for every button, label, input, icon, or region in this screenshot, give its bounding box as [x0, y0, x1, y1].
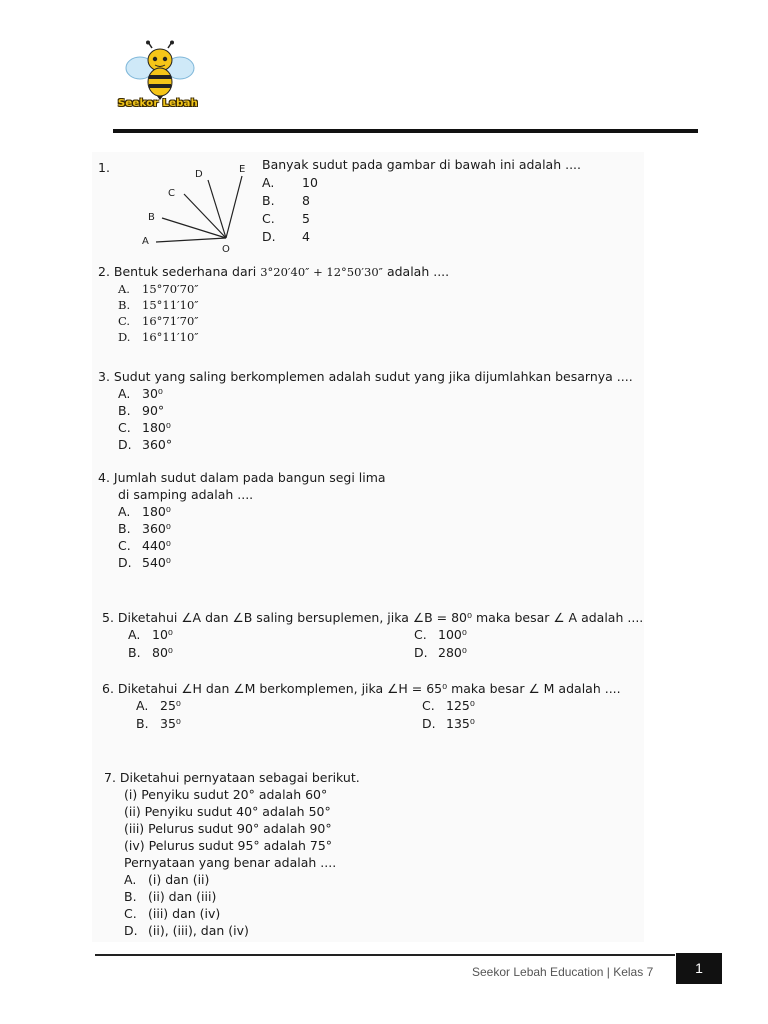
q7-option-a[interactable]: A. (i) dan (ii)	[124, 872, 210, 887]
q2-block	[98, 263, 449, 345]
q6-option-d[interactable]: D. 135⁰	[422, 716, 475, 731]
q5-option-c[interactable]: C. 100⁰	[414, 627, 467, 642]
q3-option-a[interactable]: A. 30⁰	[118, 386, 163, 401]
footer-rule	[95, 954, 675, 956]
q6-option-b[interactable]: B. 35⁰	[136, 716, 181, 731]
q1-stem: Banyak sudut pada gambar di bawah ini adalah ....	[262, 157, 582, 172]
q3-option-d[interactable]: D. 360°	[118, 437, 173, 452]
q2-option-a[interactable]: A. 15°70′70″	[118, 282, 199, 296]
q4-stem-line2: di samping adalah ....	[118, 487, 254, 502]
q4-option-b[interactable]: B. 360⁰	[118, 521, 171, 536]
q5-option-d[interactable]: D. 280⁰	[414, 645, 467, 660]
q1-block	[262, 156, 581, 246]
q7-block	[104, 769, 360, 939]
q2-option-c[interactable]: C. 16°71′70″	[118, 314, 199, 328]
q1-option-d[interactable]: D. 4	[262, 229, 310, 244]
q5-block	[102, 609, 643, 662]
q4-option-d[interactable]: D. 540⁰	[118, 555, 171, 570]
q6-option-a[interactable]: A. 25⁰	[136, 698, 181, 713]
q7-option-b[interactable]: B. (ii) dan (iii)	[124, 889, 217, 904]
q7-stem: 7. Diketahui pernyataan sebagai berikut.	[104, 770, 360, 785]
q6-option-c[interactable]: C. 125⁰	[422, 698, 475, 713]
q2-option-b[interactable]: B. 15°11′10″	[118, 298, 199, 312]
q1-number: 1.	[98, 160, 110, 175]
q1-label-e: E	[239, 164, 246, 175]
q7-option-c[interactable]: C. (iii) dan (iv)	[124, 906, 221, 921]
q4-block	[98, 469, 386, 571]
q7-statement-2: (ii) Penyiku sudut 40° adalah 50°	[124, 804, 331, 819]
q7-option-d[interactable]: D. (ii), (iii), dan (iv)	[124, 923, 249, 938]
q4-option-c[interactable]: C. 440⁰	[118, 538, 171, 553]
q7-statement-4: (iv) Pelurus sudut 95° adalah 75°	[124, 838, 333, 853]
q4-stem-line1: 4. Jumlah sudut dalam pada bangun segi lima	[98, 470, 386, 485]
q2-expression: 3°20′40″ + 12°50′30″	[260, 265, 383, 279]
q1-label-b: B	[148, 212, 155, 223]
q1-label-a: A	[142, 236, 149, 247]
q1-label-o: O	[222, 244, 230, 255]
q7-question: Pernyataan yang benar adalah ....	[124, 855, 337, 870]
q1-option-a[interactable]: A. 10	[262, 175, 318, 190]
q3-option-b[interactable]: B. 90°	[118, 403, 165, 418]
q1-option-c[interactable]: C. 5	[262, 211, 310, 226]
q7-statement-1: (i) Penyiku sudut 20° adalah 60°	[124, 787, 328, 802]
page-number: 1	[676, 953, 722, 984]
q3-option-c[interactable]: C. 180⁰	[118, 420, 171, 435]
q1-option-b[interactable]: B. 8	[262, 193, 310, 208]
q2-option-d[interactable]: D. 16°11′10″	[118, 330, 199, 344]
logo-text: Seekor Lebah	[117, 98, 199, 109]
q1-label-d: D	[195, 169, 203, 180]
footer-text: Seekor Lebah Education | Kelas 7	[472, 965, 654, 979]
q1-angle-figure	[138, 160, 258, 255]
q6-stem: 6. Diketahui ∠H dan ∠M berkomplemen, jika ∠H = 65⁰ maka besar ∠ M adalah ....	[102, 681, 621, 696]
q7-statement-3: (iii) Pelurus sudut 90° adalah 90°	[124, 821, 332, 836]
q6-block	[102, 680, 622, 733]
q5-option-b[interactable]: B. 80⁰	[128, 645, 173, 660]
q1-label-c: C	[168, 188, 175, 199]
q5-stem: 5. Diketahui ∠A dan ∠B saling bersuplemen, jika ∠B = 80⁰ maka besar ∠ A adalah ....	[102, 610, 644, 625]
header-rule	[113, 129, 698, 133]
q3-stem: 3. Sudut yang saling berkomplemen adalah sudut yang jika dijumlahkan besarnya ....	[98, 369, 633, 384]
q4-option-a[interactable]: A. 180⁰	[118, 504, 171, 519]
q2-stem: 2. Bentuk sederhana dari 3°20′40″ + 12°50′30″ adalah ....	[98, 264, 450, 279]
q3-block	[98, 368, 633, 453]
q5-option-a[interactable]: A. 10⁰	[128, 627, 173, 642]
